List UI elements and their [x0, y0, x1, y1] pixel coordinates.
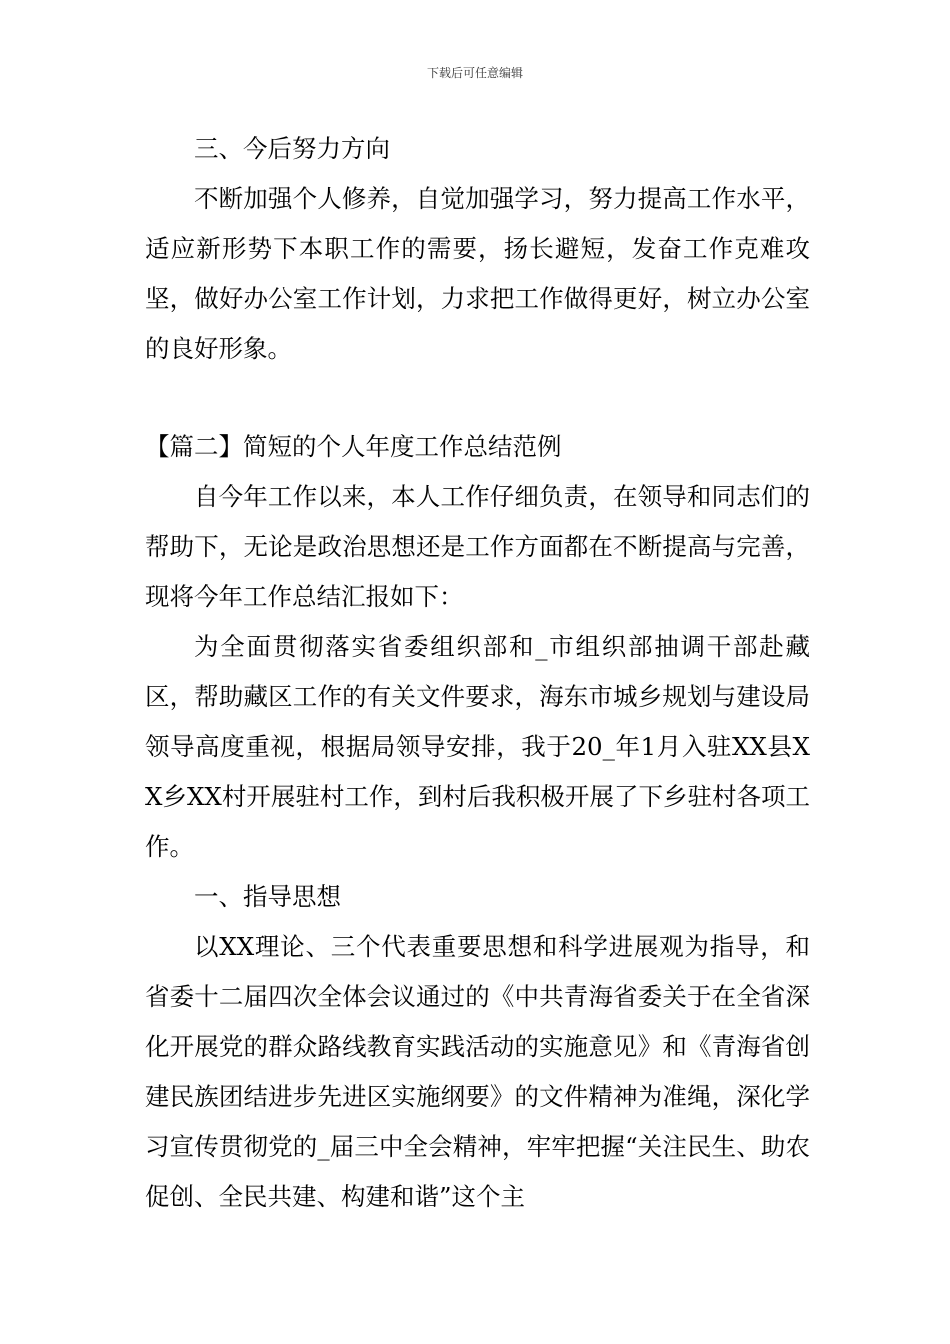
paragraph-self-improvement: 不断加强个人修养，自觉加强学习，努力提高工作水平，适应新形势下本职工作的需要，扬长避短，发奋工作克难攻坚，做好办公室工作计划，力求把工作做得更好，树立办公室的良好形象。 [145, 184, 810, 363]
paragraph-background: 为全面贯彻落实省委组织部和_市组织部抽调干部赴藏区，帮助藏区工作的有关文件要求，海东市城乡规划与建设局领导高度重视，根据局领导安排，我于20_年1月入驻XX县XX乡XX村开展驻村工作，到村后我积极开展了下乡驻村各项工作。 [145, 632, 810, 861]
section-spacer [145, 374, 810, 422]
paragraph-guiding-ideology: 以XX理论、三个代表重要思想和科学进展观为指导，和省委十二届四次全体会议通过的《中共青海省委关于在全省深化开展党的群众路线教育实践活动的实施意见》和《青海省创建民族团结进步先进区实施纲要》的文件精神为准绳，深化学习宣传贯彻党的_届三中全会精神，牢牢把握“关注民生、助农促创、全民共建、构建和谐”这个主 [145, 932, 810, 1211]
document-body [145, 124, 810, 1222]
page-header: 下载后可任意编辑 [426, 66, 523, 80]
article-title-part-two: 【篇二】简短的个人年度工作总结范例 [145, 432, 562, 461]
section-heading-guiding-ideology: 一、指导思想 [194, 882, 341, 911]
section-heading-future-direction: 三、今后努力方向 [194, 134, 390, 163]
paragraph-intro: 自今年工作以来，本人工作仔细负责，在领导和同志们的帮助下，无论是政治思想还是工作方面都在不断提高与完善，现将今年工作总结汇报如下： [145, 482, 810, 611]
